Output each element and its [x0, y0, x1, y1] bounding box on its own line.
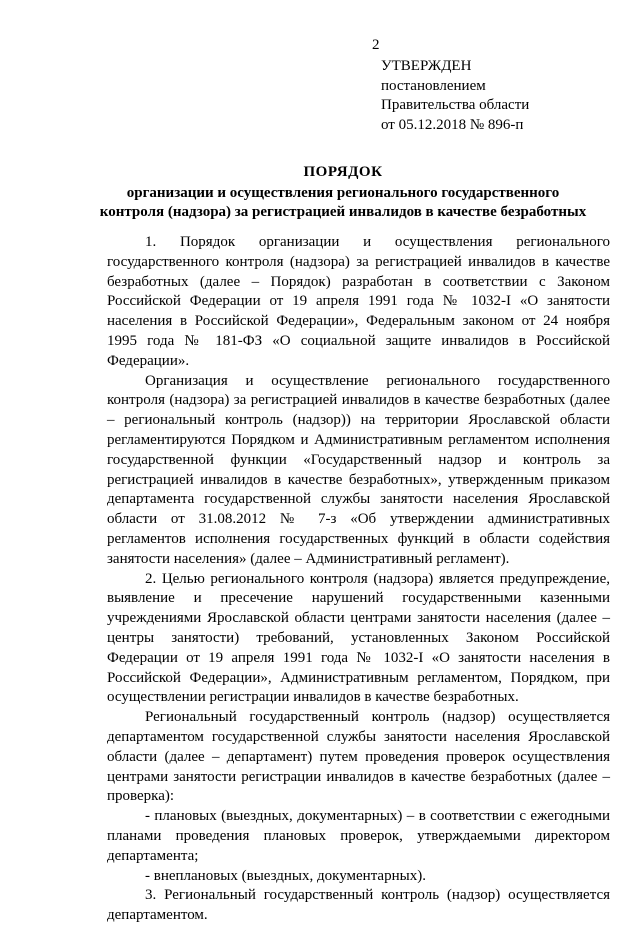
list-item: - плановых (выездных, документарных) – в соответствии с ежегодными планами проведения плановых проверок, утверждаемыми директором департамента;: [107, 808, 610, 864]
title-subtitle-line: контроля (надзора) за регистрацией инвалидов в качестве безработных: [99, 204, 587, 220]
paragraph: 2. Целью регионального контроля (надзора) является предупреждение, выявление и пресечение нарушений государственными казенными учреждениями Ярославской области центрами занятости населения (далее – центры занятости) требований, установленных Законом Российской Федерации от 19 апреля 1991 года № 1032-I «О занятости населения в Российской Федерации», Административным регламентом, Порядком, при осуществлении регистрации инвалидов в качестве безработных.: [107, 570, 610, 706]
paragraph: 1. Порядок организации и осуществления регионального государственного контроля (надзора) за регистрацией инвалидов в качестве безработных (далее – Порядок) разработан в соответствии с Законом Российской Федерации от 19 апреля 1991 года № 1032-I «О занятости населения в Российской Федерации», Федеральным законом от 24 ноября 1995 года № 181-ФЗ «О социальной защите инвалидов в Российской Федерации».: [107, 234, 610, 369]
approval-stamp: [381, 57, 529, 135]
document-body: [107, 233, 610, 926]
approval-line: постановлением: [381, 77, 486, 94]
paragraph: 3. Региональный государственный контроль (надзор) осуществляется департаментом.: [107, 887, 610, 924]
list-item: - внеплановых (выездных, документарных).: [145, 867, 426, 884]
title-subtitle-line: организации и осуществления регионального государственного: [126, 184, 560, 201]
paragraph: Организация и осуществление регионального государственного контроля (надзора) за регистрацией инвалидов в качестве безработных (далее – региональный контроль (надзор)) на территории Ярославской области регламентируются Порядком и Административным регламентом исполнения государственной функции «Государственный надзор и контроль за регистрацией инвалидов в качестве безработных», утвержденным приказом департамента государственной службы занятости населения Ярославской области от 31.08.2012 № 7-з «Об утверждении административных регламентов исполнения государственных функций в области содействия занятости населения» (далее – Административный регламент).: [107, 372, 610, 567]
approval-date: от 05.12.2018 № 896-п: [381, 116, 524, 133]
title-main: ПОРЯДОК: [303, 164, 383, 180]
approval-line: Правительства области: [381, 97, 530, 113]
paragraph: Региональный государственный контроль (надзор) осуществляется департаментом государственной службы занятости населения Ярославской области (далее – департамент) путем проведения проверок осуществления центрами занятости регистрации инвалидов в качестве безработных (далее – проверка):: [107, 709, 610, 805]
approval-heading: УТВЕРЖДЕН: [381, 58, 472, 74]
page-number: 2: [372, 37, 380, 53]
document-title: [75, 163, 611, 223]
